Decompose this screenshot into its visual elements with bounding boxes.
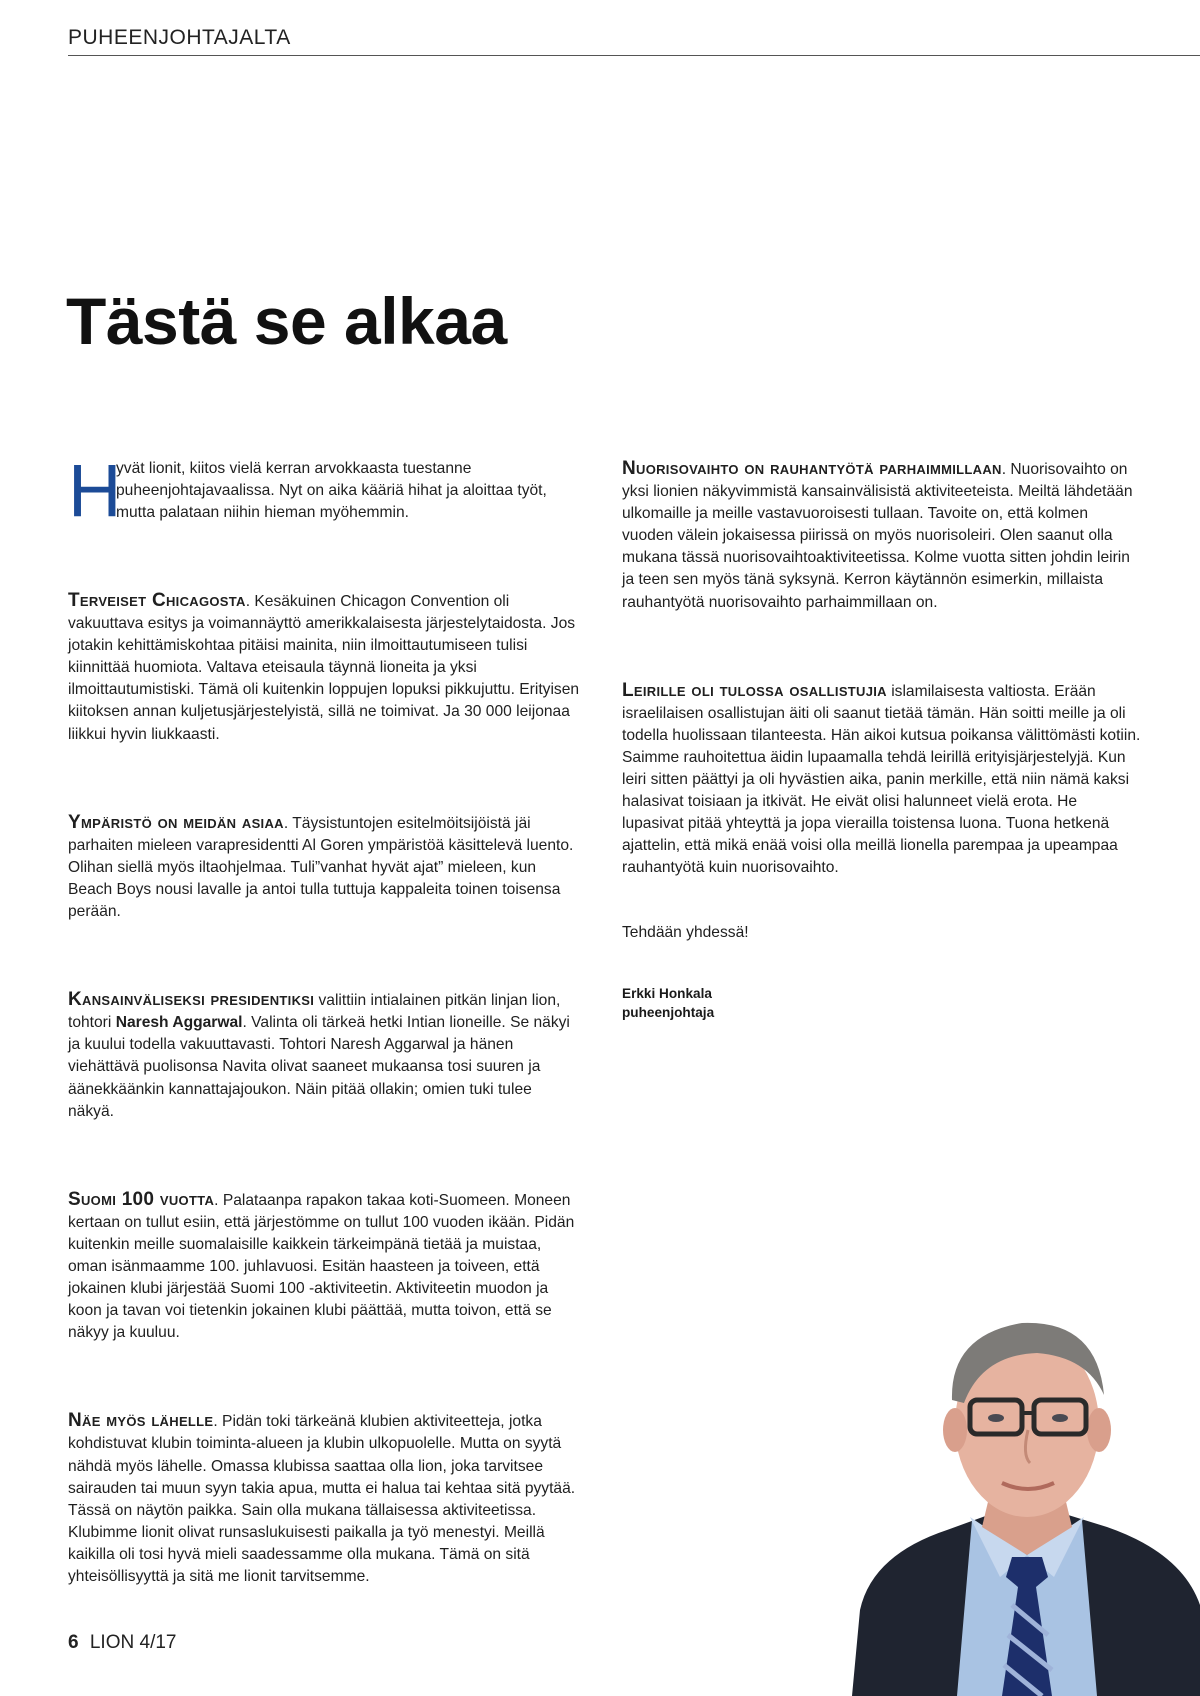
closing-line: Tehdään yhdessä! [622, 923, 749, 941]
president-paragraph [68, 989, 580, 1123]
signature-name: Erkki Honkala [622, 985, 712, 1001]
finland100-heading: Suomi 100 vuotta [68, 1188, 215, 1210]
right-column [622, 458, 1142, 1022]
page-footer [68, 1632, 176, 1654]
youth-paragraph [622, 458, 1142, 614]
nearby-paragraph [68, 1410, 580, 1588]
finland100-paragraph [68, 1189, 580, 1345]
issue-number: 4/17 [139, 1632, 177, 1653]
president-body-after: . Valinta oli tärkeä hetki Intian lioneille. Se näkyi ja kuului todella vakuuttavasti. Tohtori Naresh Aggarwal ja hänen viehättävä puolisonsa Navita olivat saaneet mukaansa tosi suuren ja äänekkäänkin kannattajajoukon. Näin pitää ollakin; omien tuki tulee näkyä. [68, 1014, 570, 1120]
camp-body: islamilaisesta valtiosta. Erään israelilaisen osallistujan äiti oli saanut tietää tämän. Hän soitti meille ja oli todella huolissaan tilanteesta. Hän aikoi kutsua poikansa välittömästi kotiin. Saimme rauhoitettua äidin lupaamalla tehdä leirillä erityisjärjestelyjä. Kun leiri sitten päättyi ja oli hyvästien aika, panin merkille, että niin nämä kaksi halasivat toisiaan ja itkivät. He eivät olisi halunneet vielä erota. He lupasivat pitää yhteyttä ja jopa vierailla toistensa luona. Tuona hetkenä ajattelin, että mikä enää voisi olla meillä lionella parempaa ja upeampaa rauhantyötä kuin nuorisovaihto. [622, 682, 1141, 877]
section-label: PUHEENJOHTAJALTA [68, 26, 291, 49]
youth-heading: Nuorisovaihto on rauhantyötä parhaimmillaan [622, 458, 1002, 479]
nearby-heading: Näe myös lähelle [68, 1410, 214, 1432]
chicago-paragraph [68, 590, 580, 746]
nearby-body: . Pidän toki tärkeänä klubien aktiviteetteja, jotka kohdistuvat klubin toiminta-alueen ja klubin ulkopuolelle. Mutta on syytä nähdä myös lähelle. Omassa klubissa saattaa olla lion, joka tarvitsee sairauden tai muun syyn takia apua, mutta ei halua tai kehtaa sitä pyytää. Tässä on näytön paikka. Sain olla mukana tällaisessa aktiviteetissa. Klubimme lionit olivat runsaslukuisesti paikalla ja työ menestyi. Meillä kaikilla oli tosi hyvä mieli saadessamme olla mukana. Tämä on sitä yhteisöllisyyttä ja sitä me lionit tarvitsemme. [68, 1413, 576, 1585]
camp-paragraph [622, 680, 1142, 880]
magazine-name: LION [89, 1632, 135, 1653]
environment-body: . Täysistuntojen esitelmöitsijöistä jäi parhaiten mieleen varapresidentti Al Goren ympäristöä käsittelevä luento. Olihan siellä myös iltaohjelmaa. Tuli”vanhat hyvät ajat” mieleen, kun Beach Boys nousi lavalle ja antoi tulla tuttuja kappaleita toinen toisensa perään. [68, 814, 574, 921]
environment-heading: Ympäristö on meidän asiaa [68, 811, 284, 833]
article-title: Tästä se alkaa [66, 284, 507, 358]
youth-body: . Nuorisovaihto on yksi lionien näkyvimmistä kansainvälisistä aktiviteeteista. Meiltä lähdetään ulkomaille ja meille vastavuoroisesti tullaan. Tavoite on, että kolmen vuoden välein jokaisessa piirissä on myös nuorisoleiri. Olen saanut olla mukana tässä nuorisovaihtoaktiviteetissa. Kolme vuotta sitten johdin leirin ja teen sen myös tänä syksynä. Kerron käytännön esimerkin, millaista rauhantyötä nuorisovaihto parhaimmillaan on. [622, 461, 1133, 611]
president-body-before: valittiin intialainen pitkän linjan lion, tohtori [68, 992, 561, 1032]
president-name: Naresh Aggarwal [115, 1014, 243, 1032]
intro-paragraph [68, 449, 580, 532]
finland100-body: . Palataanpa rapakon takaa koti-Suomeen. Moneen kertaan on tullut esiin, että järjestömme on tullut 100 vuoden ikään. Pidän kuitenkin meille suomalaisille kaikkein tärkeimpänä tietää ja muistaa, oman isänmaamme 100. juhlavuosi. Esitän haasteen ja toiveen, että jokainen klubi järjestää Suomi 100 -aktiviteetin. Aktiviteetin muodon ja koon ja tavan voi tietenkin jokainen klubi päättää, mutta toivon, että se näkyy ja kuuluu. [68, 1191, 575, 1342]
chicago-heading: Terveiset Chicagosta [68, 590, 246, 611]
header-rule [68, 55, 1200, 56]
left-column [68, 449, 580, 1588]
drop-cap: H [68, 449, 122, 532]
signature [622, 984, 1142, 1022]
camp-heading: Leirille oli tulossa osallistujia [622, 679, 887, 701]
chicago-body: . Kesäkuinen Chicagon Convention oli vakuuttava esitys ja voimannäyttö amerikkalaisesta järjestelytaidosta. Jos jotakin kehittämiskohtaa pitäisi mainita, niin ilmoittautumiseen tulisi kiinnittää huomiota. Valtava eteisaula täynnä lioneita ja yksi ilmoittautumistiski. Tämä oli kuitenkin loppujen lopuksi pikkujuttu. Erityisen kiitoksen annan kuljetusjärjestelyistä, sillä ne toimivat. Ja 30 000 leijonaa liikkui hyvin liukkaasti. [68, 593, 580, 743]
author-portrait [852, 1305, 1200, 1696]
page-number: 6 [68, 1632, 79, 1653]
intro-text: yvät lionit, kiitos vielä kerran arvokkaasta tuestanne puheenjohtajavaalissa. Nyt on aika kääriä hihat ja aloittaa työt, mutta palataan niihin hieman myöhemmin. [116, 460, 547, 522]
president-heading: Kansainväliseksi presidentiksi [68, 989, 315, 1011]
environment-paragraph [68, 812, 580, 923]
signature-role: puheenjohtaja [622, 1004, 715, 1020]
